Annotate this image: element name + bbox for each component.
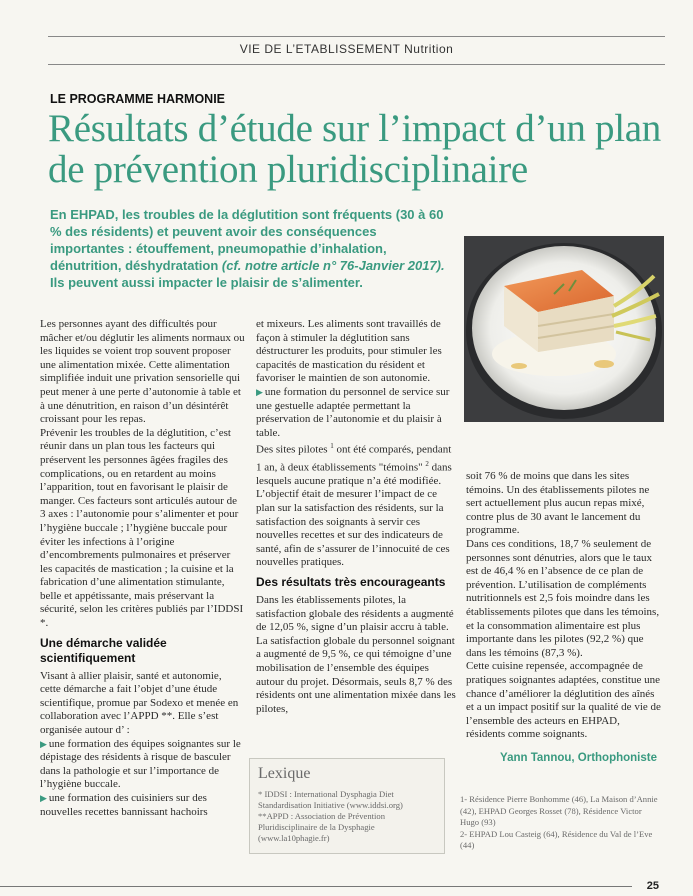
section-header: VIE DE L’ETABLISSEMENT Nutrition <box>239 42 454 56</box>
col3-paragraph-2: Dans ces conditions, 18,7 % seulement de personnes sont dénutries, alors que le taux est de 46,4 % en l’absence de ce plan de prévention. L’utilisation de compléments nutritionnels est 2,5 fois moindre dans les établissements pilotes que dans les témoins, et la consommation alimentaire est plus importante dans les pilotes (92,2 %) que dans les témoins (87,3 %). <box>466 537 660 659</box>
footer-rule <box>0 886 632 887</box>
col2-paragraph-2 <box>256 440 456 570</box>
col3-paragraph-1: soit 76 % de moins que dans les sites témoins. Un des établissements pilotes ne sert actuellement plus aucun repas mixé, contre plus de 30 avant le lancement du programme. <box>466 470 650 537</box>
bullet-icon: ▶ <box>256 386 263 397</box>
bullet-text: une formation des cuisiniers sur des nouvelles recettes bannissant hachoirs <box>40 792 208 818</box>
col1-paragraph-1: Les personnes ayant des difficultés pour mâcher et/ou déglutir les aliments normaux ou les liquides se voient trop souvent proposer une alimentation mixée. Cette alimentation simplifiée induit une privation sensorielle qui peut mener à une perte d’autonomie à table et à une dénutrition, en raison d’un désintérêt croissant pour les repas. <box>40 318 245 426</box>
bullet-item <box>256 386 456 440</box>
lead-end: Ils peuvent aussi impacter le plaisir de s’alimenter. <box>50 275 363 290</box>
bullet-text: une formation des équipes soignantes sur le dépistage des résidents à risque de basculer dans la pathologie et sur l’importance de l’hygiène buccale. <box>40 737 241 791</box>
column-1 <box>40 318 245 819</box>
bullet-icon: ▶ <box>40 738 47 749</box>
article-title: Résultats d’étude sur l’impact d’un plan de prévention pluridisciplinaire <box>48 107 661 191</box>
lead-reference: (cf. notre article n° 76-Janvier 2017). <box>221 258 445 273</box>
article-lead <box>50 206 450 291</box>
subhead-demarche: Une démarche validée scientifiquement <box>40 635 167 665</box>
footnote-1: 1- Résidence Pierre Bonhomme (46), La Maison d’Annie (42), EHPAD Georges Rosset (78), Résidence Victor Hugo (93) <box>460 794 658 827</box>
column-2 <box>256 318 456 716</box>
header-rule-bottom <box>48 64 665 65</box>
footnote-ref-2: 2 <box>425 459 429 468</box>
bullet-icon: ▶ <box>40 793 47 803</box>
col2-paragraph-3: Dans les établissements pilotes, la satisfaction globale des résidents a augmenté de 12,05 %, signe d’un plaisir accru à table. La satisfaction globale du personnel soignant a augmenté de 9,5 %, ce qui témoigne d’une mobilisation de l’ensemble des équipes autour du projet. Désormais, seuls 8,7 % des résidents ont une alimentation mixée dans les pilotes, <box>256 594 456 715</box>
bullet-item <box>40 792 245 819</box>
bullet-item <box>40 738 245 792</box>
lexique-box <box>249 758 445 854</box>
footnotes <box>460 794 660 852</box>
text-run: ont été comparés, pendant 1 an, à deux établissements "témoins" <box>256 444 452 474</box>
lexique-title: Lexique <box>258 765 311 782</box>
lexique-entry-iddsi: * IDDSI : International Dysphagia Diet Standardisation Initiative (www.iddsi.org) <box>258 789 403 810</box>
dish-photo <box>464 236 664 422</box>
footnote-2: 2- EHPAD Lou Casteig (64), Résidence du Val de l’Eve (44) <box>460 828 653 850</box>
col3-paragraph-3: Cette cuisine repensée, accompagnée de pratiques soignantes adaptées, constitue une chance d’améliorer la déglutition des aînés et a un impact positif sur la qualité de vie de l’ensemble des acteurs en EHPAD, résidents comme soignants. <box>466 660 661 741</box>
bullet-text: une formation du personnel de service sur une gestuelle adaptée permettant la préservation de l’autonomie et du plaisir à table. <box>256 385 450 439</box>
col1-paragraph-2: Prévenir les troubles de la déglutition, c’est réunir dans un plan tous les facteurs qui préservent les personnes âgées fragiles des complications, ou en retardent au moins l’apparition, tout en favorisant le plaisir de manger. Ces facteurs sont articulés autour de 3 axes : l’autonomie pour s’alimenter et pour l’hygiène buccale ; l’hygiène buccale pour éviter les infections à l’origine d’encombrements pulmonaires et préserver les capacités de mastication ; la cuisine et la fabrication d’une alimentation stimulante, belle et appétissante, mais préservant la sécurité, selon les critères publiés par l’IDDSI *. <box>40 426 244 630</box>
header-rule-top <box>48 36 665 37</box>
text-run: Des sites pilotes <box>256 444 328 456</box>
col1-paragraph-3: Visant à allier plaisir, santé et autonomie, cette démarche a fait l’objet d’une étude scientifique, promue par Sodexo et menée en collaboration avec l’APPD **. Elle s’est organisée autour d’ : <box>40 669 239 737</box>
page-number: 25 <box>646 880 659 892</box>
footnote-ref-1: 1 <box>330 442 334 451</box>
text-run: dans lesquels aucune pratique n’a été modifiée. L’objectif était de mesurer l’impact de ce plan sur la satisfaction des résidents, sur la satisfaction des soignants à servir ces nouvelles recettes et sur des indicateurs de santé, afin de s’assurer de l’innocuité de ces nouvelles pratiques. <box>256 461 452 569</box>
author-signature: Yann Tannou, Orthophoniste <box>500 751 657 764</box>
lead-main: En EHPAD, les troubles de la déglutition sont fréquents (30 à 60 % des résidents) et peuvent avoir des conséquences importantes : étouffement, pneumopathie d’inhalation, dénutrition, déshydratation <box>50 207 444 273</box>
lexique-entry-appd: **APPD : Association de Prévention Pluridisciplinaire de la Dysphagie (www.la10phagie.fr) <box>258 811 385 843</box>
article-kicker: LE PROGRAMME HARMONIE <box>50 92 225 106</box>
subhead-resultats: Des résultats très encourageants <box>256 575 446 589</box>
column-3 <box>466 470 661 765</box>
col2-paragraph-1: et mixeurs. Les aliments sont travaillés de façon à stimuler la déglutition sans déstructurer les produits, pour stimuler les capacités de mastication du résident et favoriser le maintien de son autonomie. <box>256 318 442 385</box>
